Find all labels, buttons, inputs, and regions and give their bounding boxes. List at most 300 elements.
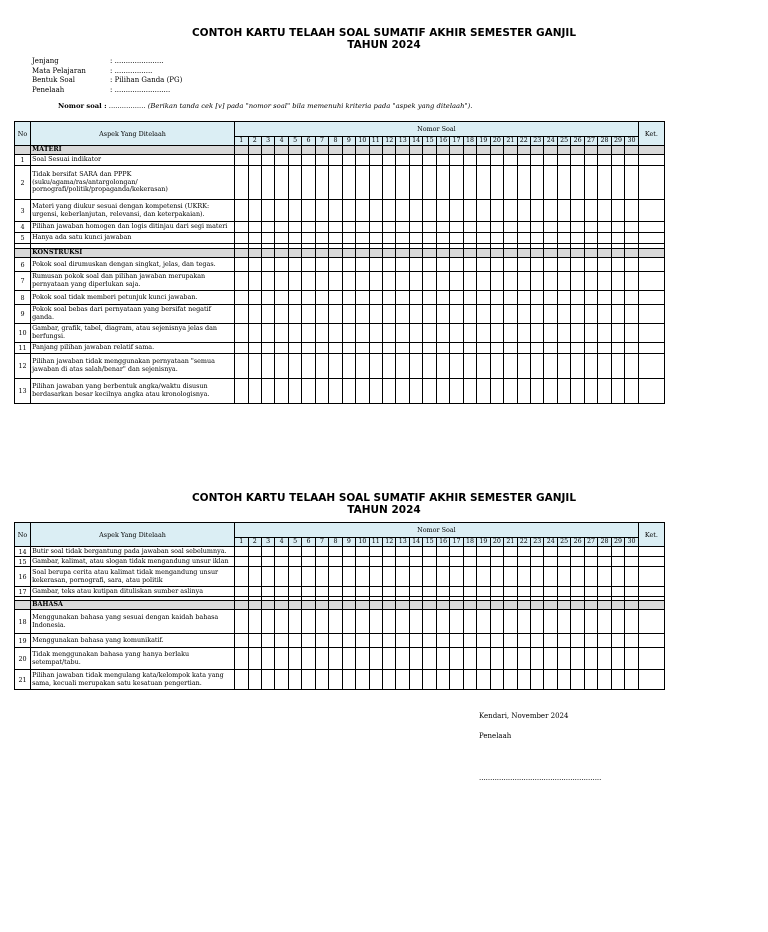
check-cell[interactable]: [302, 547, 315, 557]
check-cell[interactable]: [275, 258, 288, 272]
check-cell[interactable]: [436, 166, 449, 200]
check-cell[interactable]: [557, 305, 570, 324]
check-cell[interactable]: [342, 291, 355, 305]
check-cell[interactable]: [504, 222, 517, 233]
check-cell[interactable]: [598, 200, 611, 222]
check-cell[interactable]: [571, 610, 584, 634]
check-cell[interactable]: [584, 324, 597, 343]
check-cell[interactable]: [383, 648, 396, 670]
check-cell[interactable]: [356, 166, 369, 200]
check-cell[interactable]: [625, 222, 639, 233]
check-cell[interactable]: [235, 200, 248, 222]
check-cell[interactable]: [329, 222, 342, 233]
check-cell[interactable]: [490, 343, 503, 354]
check-cell[interactable]: [302, 587, 315, 597]
check-cell[interactable]: [544, 379, 557, 404]
check-cell[interactable]: [463, 547, 476, 557]
check-cell[interactable]: [288, 324, 301, 343]
check-cell[interactable]: [531, 200, 544, 222]
check-cell[interactable]: [261, 648, 274, 670]
check-cell[interactable]: [557, 379, 570, 404]
check-cell[interactable]: [504, 587, 517, 597]
check-cell[interactable]: [261, 233, 274, 244]
check-cell[interactable]: [329, 610, 342, 634]
check-cell[interactable]: [557, 634, 570, 648]
check-cell[interactable]: [611, 648, 624, 670]
check-cell[interactable]: [261, 354, 274, 379]
check-cell[interactable]: [315, 587, 328, 597]
check-cell[interactable]: [436, 547, 449, 557]
check-cell[interactable]: [611, 557, 624, 567]
check-cell[interactable]: [477, 610, 490, 634]
check-cell[interactable]: [517, 547, 530, 557]
check-cell[interactable]: [504, 557, 517, 567]
check-cell[interactable]: [235, 587, 248, 597]
check-cell[interactable]: [517, 670, 530, 690]
check-cell[interactable]: [396, 547, 409, 557]
check-cell[interactable]: [450, 634, 463, 648]
check-cell[interactable]: [235, 634, 248, 648]
check-cell[interactable]: [477, 567, 490, 587]
check-cell[interactable]: [356, 634, 369, 648]
check-cell[interactable]: [584, 200, 597, 222]
check-cell[interactable]: [477, 547, 490, 557]
check-cell[interactable]: [409, 258, 422, 272]
check-cell[interactable]: [248, 155, 261, 166]
check-cell[interactable]: [356, 557, 369, 567]
check-cell[interactable]: [571, 272, 584, 291]
check-cell[interactable]: [342, 379, 355, 404]
check-cell[interactable]: [275, 272, 288, 291]
check-cell[interactable]: [531, 222, 544, 233]
check-cell[interactable]: [625, 291, 639, 305]
check-cell[interactable]: [598, 272, 611, 291]
check-cell[interactable]: [235, 272, 248, 291]
check-cell[interactable]: [248, 587, 261, 597]
check-cell[interactable]: [235, 547, 248, 557]
check-cell[interactable]: [571, 291, 584, 305]
check-cell[interactable]: [531, 610, 544, 634]
check-cell[interactable]: [288, 648, 301, 670]
check-cell[interactable]: [302, 305, 315, 324]
check-cell[interactable]: [517, 354, 530, 379]
check-cell[interactable]: [396, 648, 409, 670]
ket-cell[interactable]: [638, 670, 664, 690]
check-cell[interactable]: [356, 354, 369, 379]
check-cell[interactable]: [261, 670, 274, 690]
check-cell[interactable]: [611, 587, 624, 597]
check-cell[interactable]: [504, 354, 517, 379]
check-cell[interactable]: [463, 324, 476, 343]
check-cell[interactable]: [450, 155, 463, 166]
check-cell[interactable]: [463, 354, 476, 379]
check-cell[interactable]: [409, 200, 422, 222]
check-cell[interactable]: [329, 648, 342, 670]
check-cell[interactable]: [544, 166, 557, 200]
check-cell[interactable]: [611, 354, 624, 379]
check-cell[interactable]: [611, 567, 624, 587]
check-cell[interactable]: [302, 343, 315, 354]
check-cell[interactable]: [248, 547, 261, 557]
check-cell[interactable]: [517, 233, 530, 244]
check-cell[interactable]: [436, 222, 449, 233]
check-cell[interactable]: [288, 343, 301, 354]
check-cell[interactable]: [504, 648, 517, 670]
check-cell[interactable]: [611, 547, 624, 557]
check-cell[interactable]: [329, 200, 342, 222]
check-cell[interactable]: [625, 634, 639, 648]
check-cell[interactable]: [571, 648, 584, 670]
check-cell[interactable]: [409, 166, 422, 200]
check-cell[interactable]: [544, 272, 557, 291]
check-cell[interactable]: [235, 324, 248, 343]
check-cell[interactable]: [517, 155, 530, 166]
check-cell[interactable]: [598, 567, 611, 587]
check-cell[interactable]: [463, 166, 476, 200]
check-cell[interactable]: [369, 379, 382, 404]
check-cell[interactable]: [302, 291, 315, 305]
check-cell[interactable]: [369, 155, 382, 166]
check-cell[interactable]: [396, 379, 409, 404]
check-cell[interactable]: [490, 670, 503, 690]
check-cell[interactable]: [383, 567, 396, 587]
check-cell[interactable]: [490, 587, 503, 597]
check-cell[interactable]: [342, 354, 355, 379]
check-cell[interactable]: [261, 557, 274, 567]
check-cell[interactable]: [356, 379, 369, 404]
check-cell[interactable]: [356, 222, 369, 233]
check-cell[interactable]: [409, 305, 422, 324]
check-cell[interactable]: [315, 222, 328, 233]
check-cell[interactable]: [463, 587, 476, 597]
check-cell[interactable]: [544, 222, 557, 233]
check-cell[interactable]: [477, 557, 490, 567]
check-cell[interactable]: [235, 291, 248, 305]
check-cell[interactable]: [315, 610, 328, 634]
check-cell[interactable]: [571, 587, 584, 597]
check-cell[interactable]: [531, 648, 544, 670]
check-cell[interactable]: [584, 155, 597, 166]
check-cell[interactable]: [423, 567, 436, 587]
check-cell[interactable]: [235, 648, 248, 670]
check-cell[interactable]: [248, 557, 261, 567]
check-cell[interactable]: [531, 343, 544, 354]
check-cell[interactable]: [302, 557, 315, 567]
check-cell[interactable]: [423, 305, 436, 324]
check-cell[interactable]: [584, 379, 597, 404]
check-cell[interactable]: [261, 291, 274, 305]
check-cell[interactable]: [490, 155, 503, 166]
check-cell[interactable]: [342, 670, 355, 690]
check-cell[interactable]: [598, 547, 611, 557]
check-cell[interactable]: [544, 324, 557, 343]
check-cell[interactable]: [611, 155, 624, 166]
check-cell[interactable]: [598, 233, 611, 244]
check-cell[interactable]: [450, 200, 463, 222]
check-cell[interactable]: [463, 379, 476, 404]
check-cell[interactable]: [544, 258, 557, 272]
check-cell[interactable]: [625, 557, 639, 567]
check-cell[interactable]: [436, 648, 449, 670]
check-cell[interactable]: [584, 648, 597, 670]
check-cell[interactable]: [342, 648, 355, 670]
check-cell[interactable]: [584, 587, 597, 597]
check-cell[interactable]: [275, 324, 288, 343]
check-cell[interactable]: [611, 634, 624, 648]
check-cell[interactable]: [463, 648, 476, 670]
check-cell[interactable]: [315, 547, 328, 557]
check-cell[interactable]: [409, 324, 422, 343]
check-cell[interactable]: [396, 324, 409, 343]
check-cell[interactable]: [504, 272, 517, 291]
check-cell[interactable]: [450, 324, 463, 343]
check-cell[interactable]: [329, 547, 342, 557]
check-cell[interactable]: [302, 634, 315, 648]
check-cell[interactable]: [611, 610, 624, 634]
check-cell[interactable]: [450, 305, 463, 324]
check-cell[interactable]: [383, 343, 396, 354]
check-cell[interactable]: [315, 354, 328, 379]
check-cell[interactable]: [369, 343, 382, 354]
check-cell[interactable]: [544, 200, 557, 222]
check-cell[interactable]: [517, 648, 530, 670]
check-cell[interactable]: [275, 587, 288, 597]
check-cell[interactable]: [584, 272, 597, 291]
check-cell[interactable]: [275, 634, 288, 648]
ket-cell[interactable]: [638, 343, 664, 354]
check-cell[interactable]: [544, 634, 557, 648]
check-cell[interactable]: [531, 291, 544, 305]
check-cell[interactable]: [517, 567, 530, 587]
check-cell[interactable]: [625, 272, 639, 291]
check-cell[interactable]: [329, 354, 342, 379]
check-cell[interactable]: [517, 200, 530, 222]
check-cell[interactable]: [396, 634, 409, 648]
check-cell[interactable]: [625, 258, 639, 272]
check-cell[interactable]: [584, 634, 597, 648]
check-cell[interactable]: [571, 166, 584, 200]
check-cell[interactable]: [463, 291, 476, 305]
check-cell[interactable]: [504, 379, 517, 404]
check-cell[interactable]: [477, 155, 490, 166]
check-cell[interactable]: [571, 547, 584, 557]
check-cell[interactable]: [544, 567, 557, 587]
check-cell[interactable]: [423, 557, 436, 567]
check-cell[interactable]: [584, 343, 597, 354]
check-cell[interactable]: [342, 155, 355, 166]
check-cell[interactable]: [557, 233, 570, 244]
check-cell[interactable]: [544, 305, 557, 324]
check-cell[interactable]: [504, 305, 517, 324]
check-cell[interactable]: [544, 233, 557, 244]
check-cell[interactable]: [248, 648, 261, 670]
check-cell[interactable]: [329, 557, 342, 567]
check-cell[interactable]: [248, 324, 261, 343]
check-cell[interactable]: [517, 634, 530, 648]
check-cell[interactable]: [423, 155, 436, 166]
check-cell[interactable]: [275, 343, 288, 354]
check-cell[interactable]: [369, 587, 382, 597]
check-cell[interactable]: [504, 233, 517, 244]
check-cell[interactable]: [557, 291, 570, 305]
check-cell[interactable]: [275, 648, 288, 670]
check-cell[interactable]: [423, 166, 436, 200]
check-cell[interactable]: [302, 648, 315, 670]
check-cell[interactable]: [329, 587, 342, 597]
check-cell[interactable]: [598, 648, 611, 670]
check-cell[interactable]: [383, 587, 396, 597]
check-cell[interactable]: [625, 155, 639, 166]
check-cell[interactable]: [409, 670, 422, 690]
check-cell[interactable]: [356, 587, 369, 597]
ket-cell[interactable]: [638, 354, 664, 379]
check-cell[interactable]: [611, 291, 624, 305]
check-cell[interactable]: [369, 634, 382, 648]
check-cell[interactable]: [598, 379, 611, 404]
check-cell[interactable]: [369, 291, 382, 305]
check-cell[interactable]: [356, 648, 369, 670]
check-cell[interactable]: [288, 547, 301, 557]
check-cell[interactable]: [342, 222, 355, 233]
check-cell[interactable]: [557, 155, 570, 166]
check-cell[interactable]: [342, 166, 355, 200]
check-cell[interactable]: [490, 291, 503, 305]
check-cell[interactable]: [342, 587, 355, 597]
check-cell[interactable]: [584, 233, 597, 244]
check-cell[interactable]: [235, 567, 248, 587]
check-cell[interactable]: [396, 587, 409, 597]
check-cell[interactable]: [288, 567, 301, 587]
check-cell[interactable]: [625, 670, 639, 690]
check-cell[interactable]: [248, 233, 261, 244]
ket-cell[interactable]: [638, 166, 664, 200]
check-cell[interactable]: [504, 166, 517, 200]
check-cell[interactable]: [504, 343, 517, 354]
ket-cell[interactable]: [638, 291, 664, 305]
check-cell[interactable]: [436, 354, 449, 379]
check-cell[interactable]: [517, 343, 530, 354]
check-cell[interactable]: [288, 272, 301, 291]
check-cell[interactable]: [490, 557, 503, 567]
check-cell[interactable]: [477, 272, 490, 291]
check-cell[interactable]: [463, 155, 476, 166]
check-cell[interactable]: [557, 166, 570, 200]
check-cell[interactable]: [517, 324, 530, 343]
ket-cell[interactable]: [638, 258, 664, 272]
check-cell[interactable]: [477, 354, 490, 379]
check-cell[interactable]: [571, 200, 584, 222]
check-cell[interactable]: [342, 200, 355, 222]
check-cell[interactable]: [477, 343, 490, 354]
check-cell[interactable]: [450, 291, 463, 305]
check-cell[interactable]: [342, 343, 355, 354]
check-cell[interactable]: [329, 379, 342, 404]
check-cell[interactable]: [436, 670, 449, 690]
check-cell[interactable]: [235, 343, 248, 354]
check-cell[interactable]: [369, 670, 382, 690]
check-cell[interactable]: [369, 272, 382, 291]
check-cell[interactable]: [248, 222, 261, 233]
check-cell[interactable]: [517, 610, 530, 634]
check-cell[interactable]: [248, 634, 261, 648]
ket-cell[interactable]: [638, 324, 664, 343]
check-cell[interactable]: [544, 354, 557, 379]
check-cell[interactable]: [288, 200, 301, 222]
check-cell[interactable]: [477, 258, 490, 272]
check-cell[interactable]: [275, 354, 288, 379]
check-cell[interactable]: [571, 343, 584, 354]
check-cell[interactable]: [329, 670, 342, 690]
check-cell[interactable]: [450, 567, 463, 587]
check-cell[interactable]: [463, 670, 476, 690]
check-cell[interactable]: [275, 222, 288, 233]
check-cell[interactable]: [409, 155, 422, 166]
check-cell[interactable]: [611, 324, 624, 343]
check-cell[interactable]: [463, 222, 476, 233]
check-cell[interactable]: [477, 291, 490, 305]
check-cell[interactable]: [571, 354, 584, 379]
check-cell[interactable]: [504, 258, 517, 272]
check-cell[interactable]: [396, 166, 409, 200]
check-cell[interactable]: [409, 610, 422, 634]
check-cell[interactable]: [342, 305, 355, 324]
check-cell[interactable]: [235, 258, 248, 272]
check-cell[interactable]: [584, 610, 597, 634]
check-cell[interactable]: [248, 567, 261, 587]
check-cell[interactable]: [544, 648, 557, 670]
check-cell[interactable]: [544, 547, 557, 557]
check-cell[interactable]: [261, 305, 274, 324]
check-cell[interactable]: [557, 648, 570, 670]
check-cell[interactable]: [598, 354, 611, 379]
check-cell[interactable]: [275, 233, 288, 244]
ket-cell[interactable]: [638, 222, 664, 233]
ket-cell[interactable]: [638, 233, 664, 244]
check-cell[interactable]: [315, 258, 328, 272]
check-cell[interactable]: [584, 291, 597, 305]
check-cell[interactable]: [625, 166, 639, 200]
check-cell[interactable]: [275, 557, 288, 567]
check-cell[interactable]: [517, 557, 530, 567]
check-cell[interactable]: [625, 233, 639, 244]
check-cell[interactable]: [315, 233, 328, 244]
check-cell[interactable]: [329, 634, 342, 648]
check-cell[interactable]: [275, 379, 288, 404]
check-cell[interactable]: [396, 567, 409, 587]
check-cell[interactable]: [423, 610, 436, 634]
check-cell[interactable]: [490, 200, 503, 222]
check-cell[interactable]: [531, 324, 544, 343]
check-cell[interactable]: [315, 557, 328, 567]
check-cell[interactable]: [544, 557, 557, 567]
check-cell[interactable]: [557, 222, 570, 233]
check-cell[interactable]: [611, 305, 624, 324]
check-cell[interactable]: [490, 547, 503, 557]
ket-cell[interactable]: [638, 379, 664, 404]
check-cell[interactable]: [396, 557, 409, 567]
check-cell[interactable]: [275, 305, 288, 324]
check-cell[interactable]: [275, 547, 288, 557]
check-cell[interactable]: [356, 343, 369, 354]
check-cell[interactable]: [261, 222, 274, 233]
check-cell[interactable]: [329, 567, 342, 587]
check-cell[interactable]: [369, 547, 382, 557]
check-cell[interactable]: [504, 610, 517, 634]
check-cell[interactable]: [396, 291, 409, 305]
check-cell[interactable]: [302, 354, 315, 379]
check-cell[interactable]: [598, 166, 611, 200]
check-cell[interactable]: [342, 324, 355, 343]
